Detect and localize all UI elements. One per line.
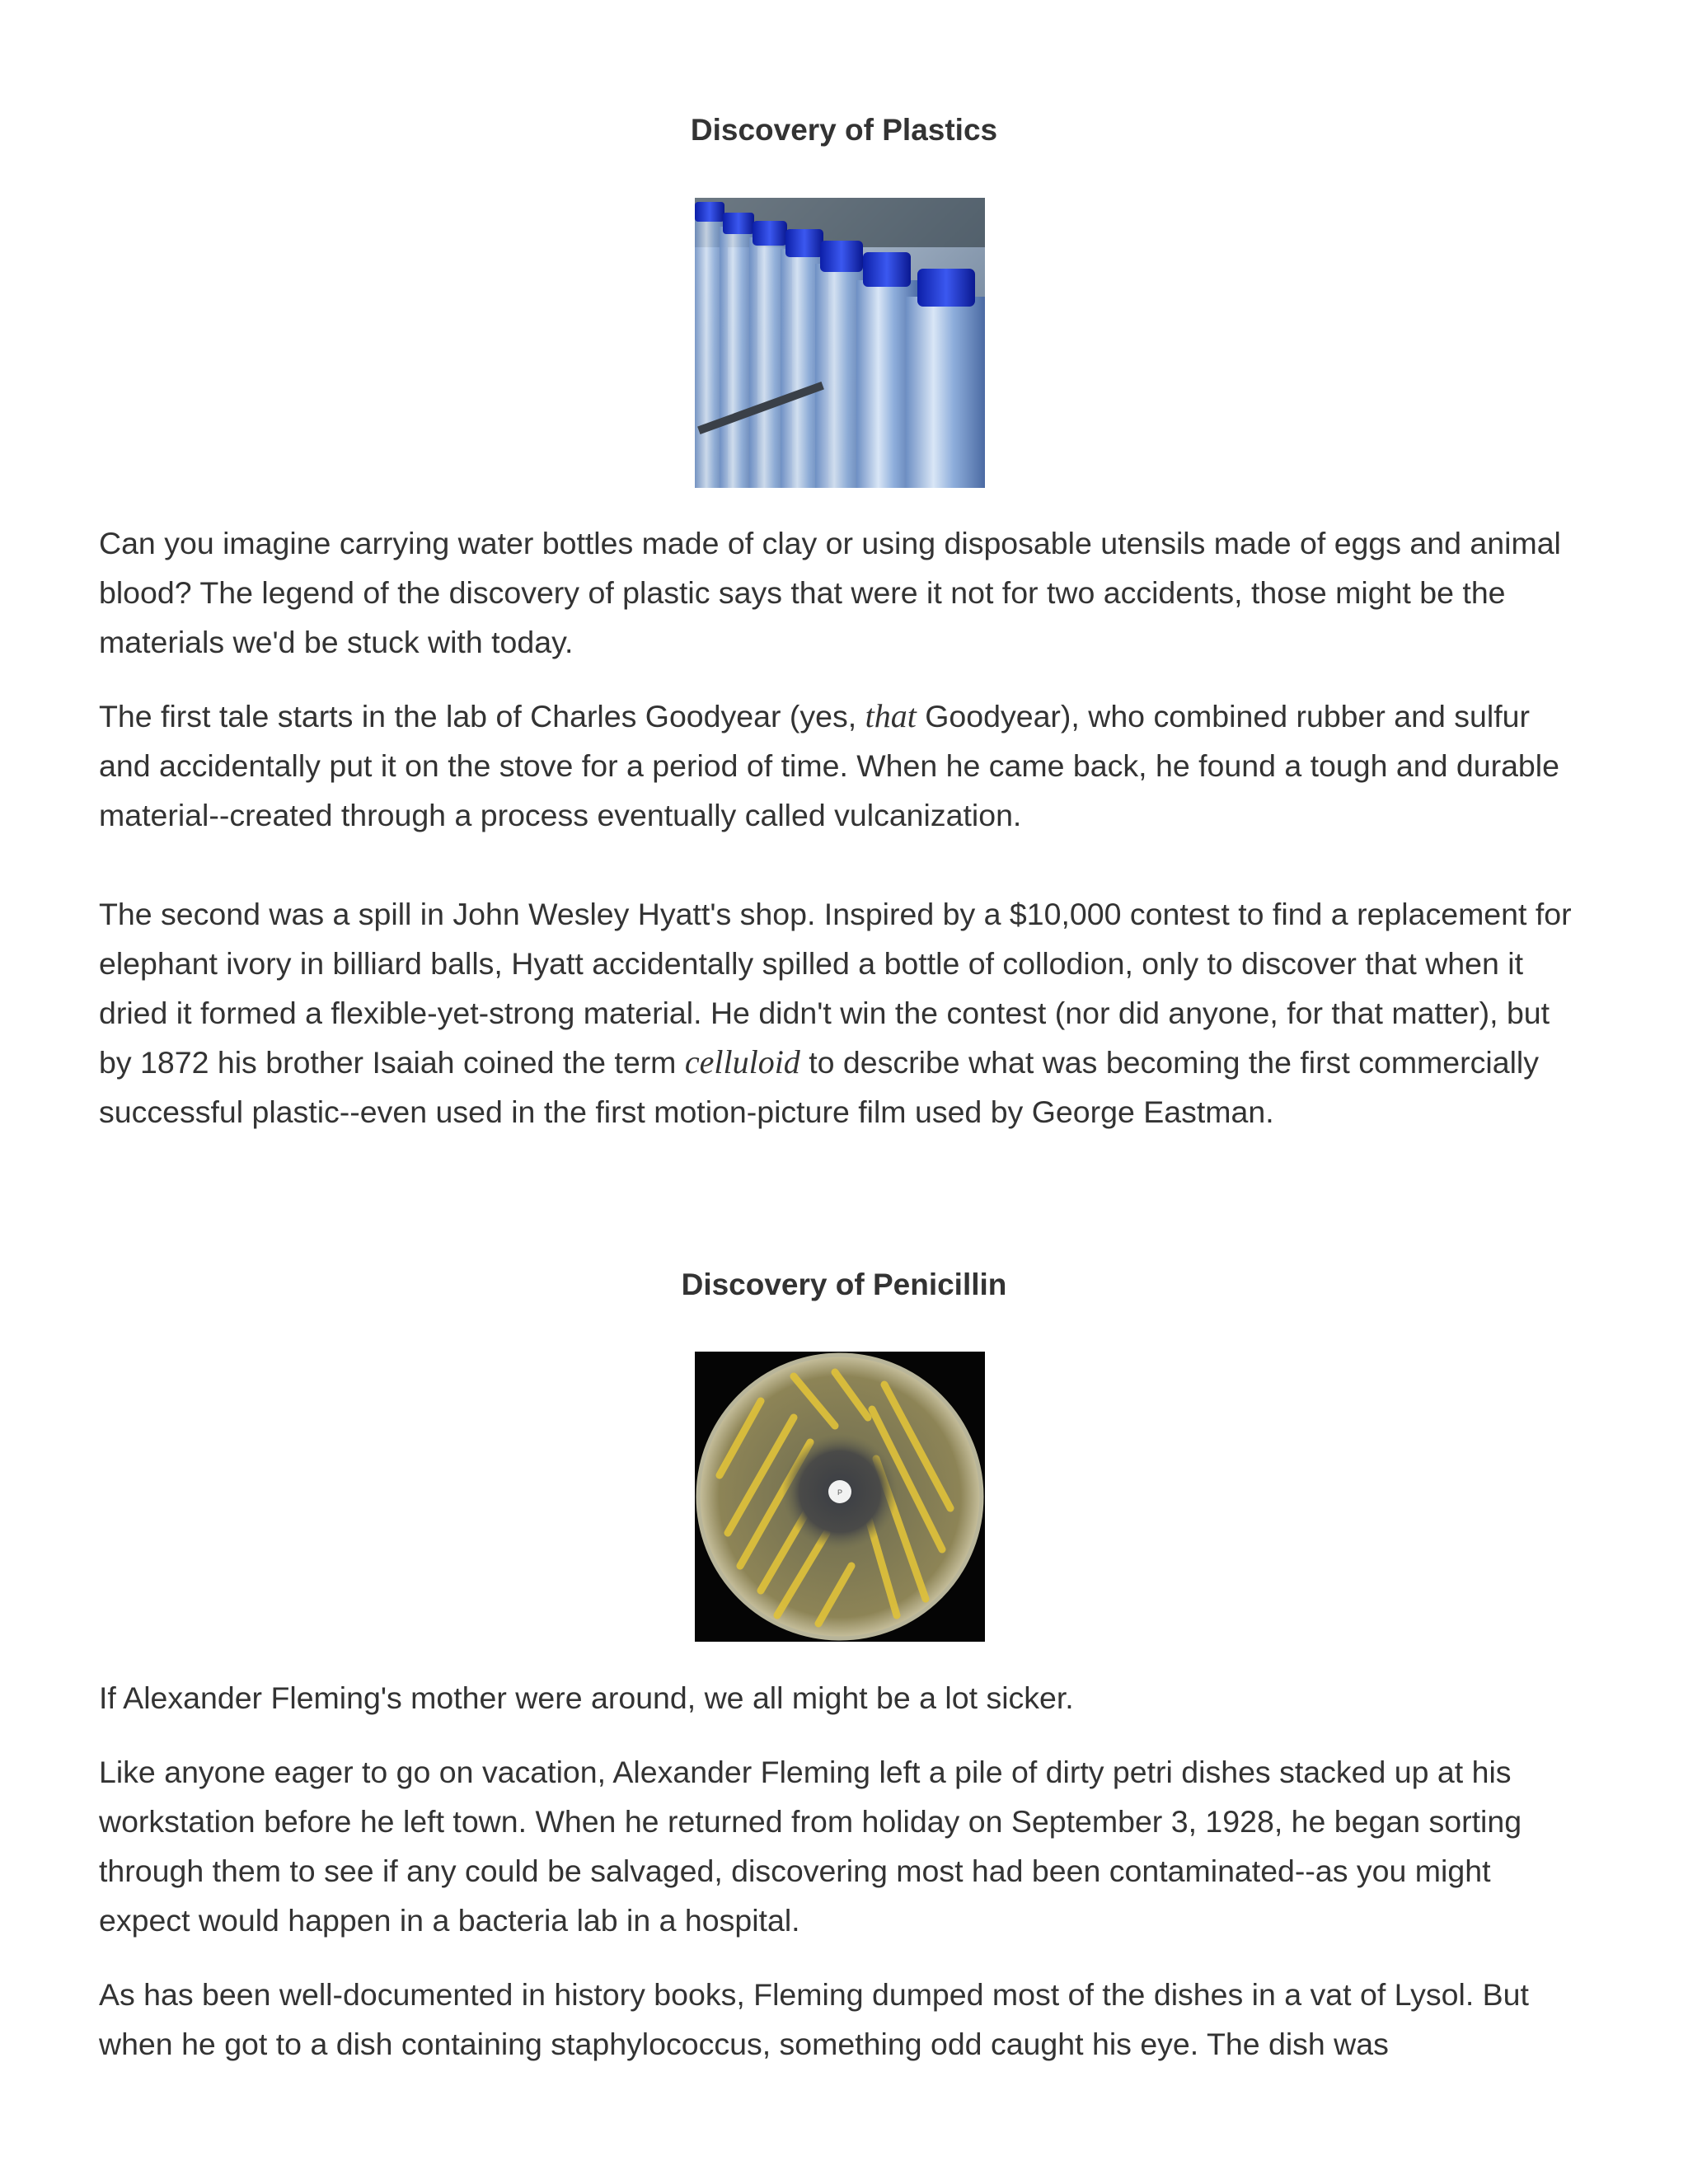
paragraph-hyatt-text-2: to describe what was becoming the first commercially successful plastic--even used in the first motion-picture film used by George Eastman.	[99, 1045, 1539, 1129]
paragraph-fleming-intro: If Alexander Fleming's mother were around, we all might be a lot sicker.	[99, 1680, 1074, 1715]
paragraph-goodyear	[99, 691, 1589, 840]
paragraph-goodyear-text-2: Goodyear), who combined rubber and sulfur and accidentally put it on the stove for a period of time. When he came back, he found a tough and durable material--created through a process eventually called vulcanization.	[99, 699, 1559, 832]
paragraph-plastics-intro: Can you imagine carrying water bottles made of clay or using disposable utensils made of eggs and animal blood? The legend of the discovery of plastic says that were it not for two accidents, those might be the materials we'd be stuck with today.	[99, 526, 1561, 659]
paragraph-goodyear-text-1: The first tale starts in the lab of Charles Goodyear (yes,	[99, 699, 865, 733]
paragraph-hyatt	[99, 889, 1589, 1137]
water-bottles-illustration	[695, 198, 985, 488]
paragraph-fleming-lysol: As has been well-documented in history books, Fleming dumped most of the dishes in a vat of Lysol. But when he got to a dish containing staphylococcus, something odd caught his eye. The dish was	[99, 1977, 1529, 2061]
petri-dish-photo	[695, 1352, 985, 1642]
section-title-plastics: Discovery of Plastics	[690, 113, 998, 147]
svg-text:P: P	[837, 1488, 843, 1497]
paragraph-fleming-vacation: Like anyone eager to go on vacation, Alexander Fleming left a pile of dirty petri dishes stacked up at his workstation before he left town. When he returned from holiday on September 3, 1928, he began sorting through them to see if any could be salvaged, discovering most had been contaminated--as you might expect would happen in a bacteria lab in a hospital.	[99, 1755, 1522, 1938]
petri-dish-illustration	[695, 1352, 985, 1642]
emphasis-celluloid: celluloid	[684, 1043, 800, 1080]
section-title-penicillin: Discovery of Penicillin	[681, 1268, 1007, 1301]
water-bottles-photo	[695, 198, 985, 488]
paragraph-hyatt-text-1: The second was a spill in John Wesley Hyatt's shop. Inspired by a $10,000 contest to find a replacement for elephant ivory in billiard balls, Hyatt accidentally spilled a bottle of collodion, only to discover that when it dried it formed a flexible-yet-strong material. He didn't win the contest (nor did anyone, for that matter), but by 1872 his brother Isaiah coined the term	[99, 897, 1572, 1080]
emphasis-that: that	[865, 697, 917, 734]
